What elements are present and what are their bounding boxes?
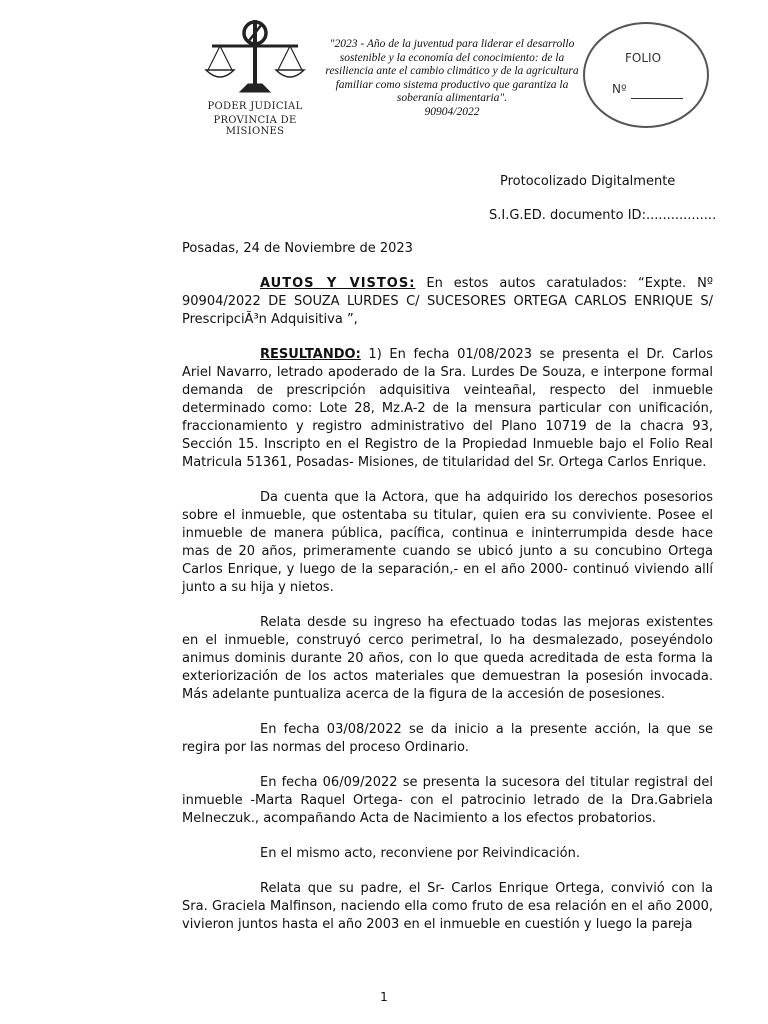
org-province: PROVINCIA DE MISIONES	[213, 115, 297, 137]
folio-label: FOLIO	[625, 51, 662, 65]
body-paragraph: En fecha 03/08/2022 se da inicio a la presente acción, la que se regira por las normas del proceso Ordinario.	[182, 722, 713, 755]
resultando-text: 1) En fecha 01/08/2023 se presenta el Dr. Carlos Ariel Navarro, letrado apoderado de la Sra. Lurdes De Souza, e interpone formal demanda de prescripción adquisitiva veinteañal, respecto del inmueble determinado como: Lote 28, Mz.A-2 de la mensura particular con unificación, fraccionamiento y registro administrativo del Plano 10719 de la chacra 93, Sección 15. Inscripto en el Registro de la Propiedad Inmueble bajo el Folio Real Matricula 51361, Posadas- Misiones, de titularidad del Sr. Ortega Carlos Enrique.	[182, 347, 713, 470]
body-paragraph: Relata que su padre, el Sr- Carlos Enrique Ortega, convivió con la Sra. Graciela Malfinson, naciendo ella como fruto de esa relación en el año 2000, vivieron juntos hasta el año 2003 en el inmueble en cuestión y luego la pareja	[182, 881, 713, 932]
header-case-number: 90904/2022	[424, 105, 480, 118]
scales-of-justice-icon	[202, 18, 308, 100]
siged-document-id: S.I.G.ED. documento ID:.................	[489, 208, 717, 223]
document-header	[0, 0, 768, 150]
page-number: 1	[380, 990, 388, 1004]
body-paragraph: En fecha 06/09/2022 se presenta la sucesora del titular registral del inmueble -Marta Raquel Ortega- con el patrocinio letrado de la Dra.Gabriela Melneczuk., acompañando Acta de Nacimiento a los efectos probatorios.	[182, 775, 713, 826]
resultando-heading: RESULTANDO:	[260, 347, 361, 362]
poder-judicial-logo	[190, 18, 320, 137]
body-paragraph: Relata desde su ingreso ha efectuado todas las mejoras existentes en el inmueble, construyó cerco perimetral, lo ha desmalezado, poseyéndolo animus dominis durante 20 años, con lo que queda acreditada de esta forma la exteriorización de los actos materiales que demuestran la posesión invocada. Más adelante puntualiza acerca de la figura de la accesión de posesiones.	[182, 615, 713, 702]
date-line: Posadas, 24 de Noviembre de 2023	[182, 241, 413, 256]
document-body	[182, 240, 713, 951]
autos-heading: AUTOS Y VISTOS:	[260, 276, 416, 291]
year-motto	[318, 38, 586, 119]
autos-paragraph	[182, 275, 713, 329]
org-name: PODER JUDICIAL	[207, 101, 303, 112]
body-paragraph: Da cuenta que la Actora, que ha adquirido los derechos posesorios sobre el inmueble, que ostentaba su titular, quien era su conviviente. Posee el inmueble de manera pública, pacífica, continua e ininterrumpida desde hace mas de 20 años, primeramente cuando se ubicó junto a su concubino Ortega Carlos Enrique, y luego de la separación,- en el año 2000- continuó viviendo allí junto a su hija y nietos.	[182, 490, 713, 595]
folio-stamp	[583, 22, 709, 128]
resultando-paragraph	[182, 346, 713, 472]
protocol-stamp-text: Protocolizado Digitalmente	[500, 174, 676, 189]
folio-number-label: Nº	[612, 82, 627, 96]
motto-text: "2023 - Año de la juventud para liderar el desarrollo sostenible y la economía del conocimiento: de la resiliencia ante el cambio climático y de la agricultura familiar como sistema productivo que garantiza la soberanía alimentaria".	[325, 38, 579, 104]
folio-number-line	[631, 98, 683, 99]
autos-text: En estos autos caratulados: “Expte. Nº 90904/2022 DE SOUZA LURDES C/ SUCESORES ORTEGA CARLOS ENRIQUE S/ PrescripciÃ³n Adquisitiva ”,	[182, 276, 713, 327]
body-paragraph: En el mismo acto, reconviene por Reivindicación.	[260, 846, 580, 861]
